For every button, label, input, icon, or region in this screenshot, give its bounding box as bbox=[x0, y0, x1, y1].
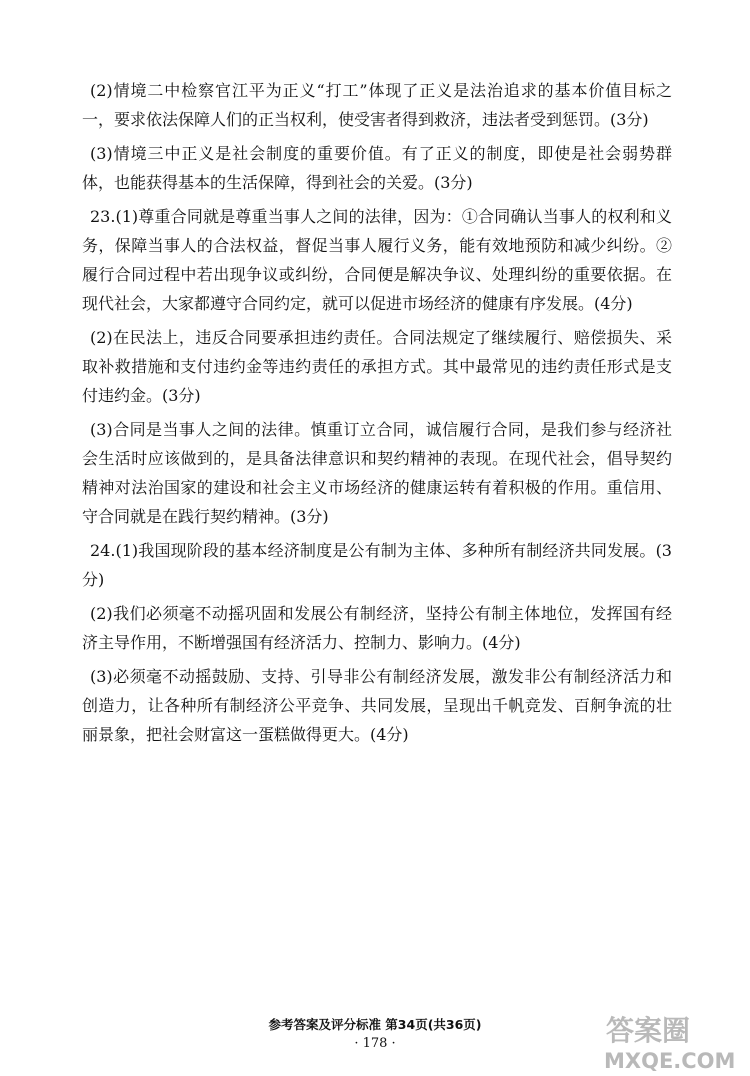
answer-paragraph-22-3: (3)情境三中正义是社会制度的重要价值。有了正义的制度，即使是社会弱势群体，也能获得基本的生活保障，得到社会的关爱。(3分) bbox=[82, 144, 672, 192]
watermark-line2: MXQE.COM bbox=[604, 1049, 736, 1073]
watermark-logo bbox=[600, 1010, 748, 1074]
answer-paragraph-23-1: 23.(1)尊重合同就是尊重当事人之间的法律，因为：①合同确认当事人的权利和义务，保障当事人的合法权益，督促当事人履行义务，能有效地预防和减少纠纷。②履行合同过程中若出现争议或纠纷，合同便是解决争议、处理纠纷的重要依据。在现代社会，大家都遵守合同约定，就可以促进市场经济的健康有序发展。(4分) bbox=[82, 207, 672, 313]
page-number: · 178 · bbox=[354, 1036, 396, 1051]
answer-paragraph-24-3: (3)必须毫不动摇鼓励、支持、引导非公有制经济发展，激发非公有制经济活力和创造力，让各种所有制经济公平竞争、共同发展，呈现出千帆竞发、百舸争流的壮丽景象，把社会财富这一蛋糕做得更大。(4分) bbox=[82, 667, 672, 744]
answer-paragraph-23-2: (2)在民法上，违反合同要承担违约责任。合同法规定了继续履行、赔偿损失、采取补救措施和支付违约金等违约责任的承担方式。其中最常见的违约责任形式是支付违约金。(3分) bbox=[82, 328, 672, 405]
answer-paragraph-24-1: 24.(1)我国现阶段的基本经济制度是公有制为主体、多种所有制经济共同发展。(3分) bbox=[82, 541, 672, 589]
answer-text-body bbox=[82, 76, 672, 754]
answer-paragraph-23-3: (3)合同是当事人之间的法律。慎重订立合同，诚信履行合同，是我们参与经济社会生活时应该做到的，是具备法律意识和契约精神的表现。在现代社会，倡导契约精神对法治国家的建设和社会主义市场经济的健康运转有着积极的作用。重信用、守合同就是在践行契约精神。(3分) bbox=[82, 420, 672, 526]
answer-paragraph-24-2: (2)我们必须毫不动摇巩固和发展公有制经济，坚持公有制主体地位，发挥国有经济主导作用，不断增强国有经济活力、控制力、影响力。(4分) bbox=[82, 604, 672, 652]
footer-title: 参考答案及评分标准 第34页(共36页) bbox=[268, 1017, 482, 1032]
watermark-line1: 答案圈 bbox=[606, 1014, 691, 1047]
answer-paragraph-22-2: (2)情境二中检察官江平为正义“打工”体现了正义是法治追求的基本价值目标之一，要求依法保障人们的正当权利，使受害者得到救济，违法者受到惩罚。(3分) bbox=[82, 81, 672, 129]
